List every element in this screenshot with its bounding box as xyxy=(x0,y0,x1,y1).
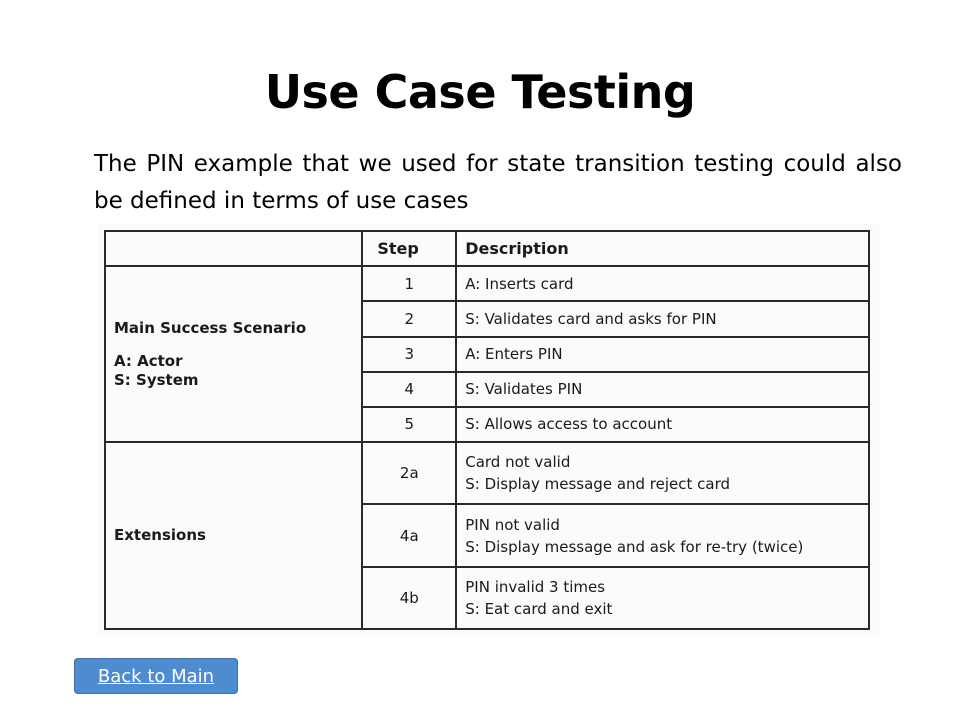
description-cell xyxy=(456,504,869,566)
description-line: PIN invalid 3 times xyxy=(465,577,606,596)
header-description: Description xyxy=(456,231,869,266)
slide-title: Use Case Testing xyxy=(264,65,696,119)
header-scenario xyxy=(105,231,362,266)
table-row xyxy=(105,442,869,504)
description-cell: A: Inserts card xyxy=(456,266,869,301)
use-case-table xyxy=(104,230,870,630)
back-to-main-button[interactable] xyxy=(74,658,238,694)
main-scenario-label: Main Success Scenario xyxy=(114,318,307,337)
extensions-cell xyxy=(105,442,362,629)
description-line: Card not valid xyxy=(465,453,571,472)
intro-text: The PIN example that we used for state transition testing could also be defined in terms of use cases xyxy=(94,151,902,214)
step-cell: 5 xyxy=(362,407,456,442)
description-cell: S: Validates card and asks for PIN xyxy=(456,301,869,336)
description-line: S: Display message and ask for re-try (twice) xyxy=(465,537,804,556)
header-step: Step xyxy=(362,231,456,266)
description-cell: S: Validates PIN xyxy=(456,372,869,407)
step-cell: 4b xyxy=(362,567,456,629)
description-line: PIN not valid xyxy=(465,515,560,534)
step-cell: 4 xyxy=(362,372,456,407)
step-cell: 3 xyxy=(362,337,456,372)
step-cell: 2 xyxy=(362,301,456,336)
step-cell: 1 xyxy=(362,266,456,301)
actor-legend: A: Actor xyxy=(114,351,183,370)
description-line: S: Display message and reject card xyxy=(465,475,731,494)
description-cell: A: Enters PIN xyxy=(456,337,869,372)
extensions-label: Extensions xyxy=(114,526,206,545)
table-header-row xyxy=(105,231,869,266)
description-line: S: Eat card and exit xyxy=(465,599,613,618)
back-to-main-link[interactable]: Back to Main xyxy=(97,665,215,687)
description-cell: S: Allows access to account xyxy=(456,407,869,442)
use-case-figure xyxy=(98,224,880,636)
step-cell: 4a xyxy=(362,504,456,566)
description-cell xyxy=(456,567,869,629)
main-scenario-cell xyxy=(105,266,362,442)
step-cell: 2a xyxy=(362,442,456,504)
system-legend: S: System xyxy=(114,370,199,389)
description-cell xyxy=(456,442,869,504)
table-row xyxy=(105,266,869,301)
